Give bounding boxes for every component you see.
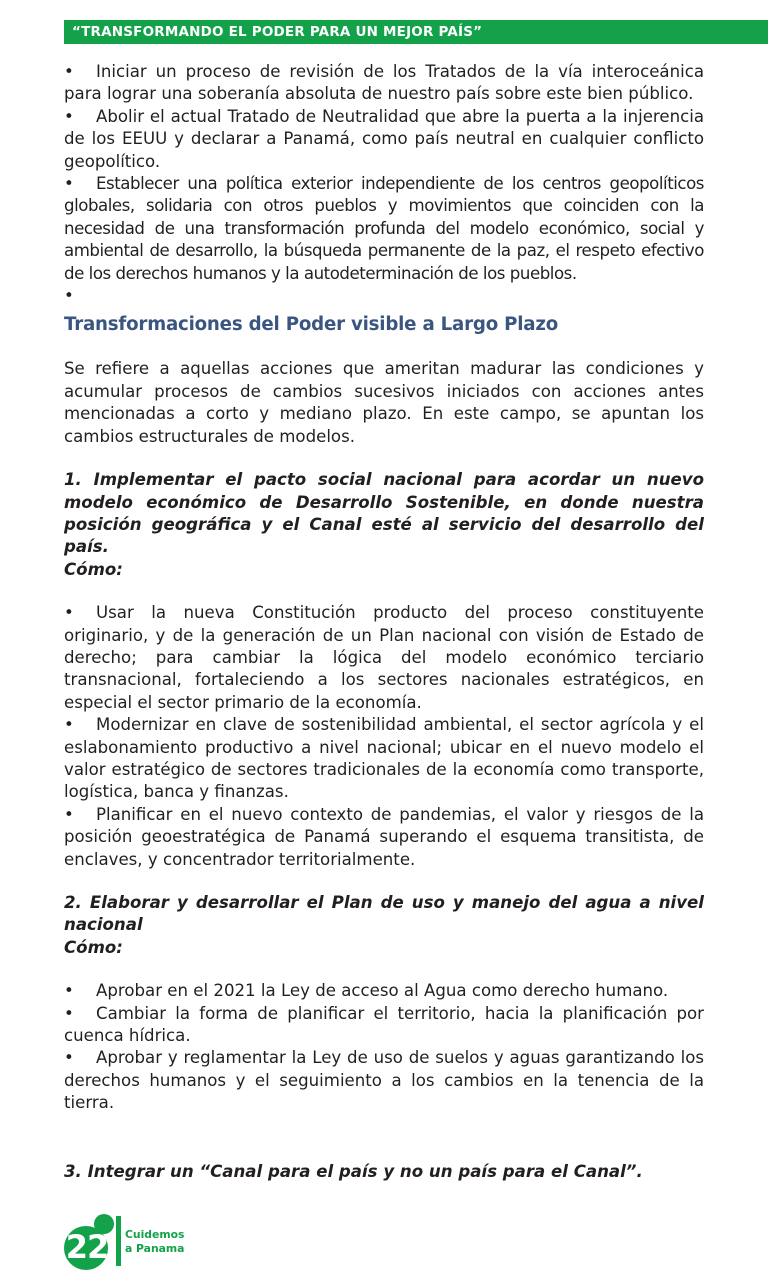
empty-bullet	[64, 285, 704, 307]
header-bar	[64, 20, 768, 44]
bullet-icon: •	[64, 804, 74, 824]
bullet-icon: •	[64, 981, 74, 1001]
footer-divider	[116, 1216, 121, 1266]
header-title: “TRANSFORMANDO EL PODER PARA UN MEJOR PAÍS”	[72, 24, 483, 40]
item-3-title: 3. Integrar un “Canal para el país y no un país para el Canal”.	[64, 1161, 643, 1181]
item-2-bullet: • Aprobar y reglamentar la Ley de uso de suelos y aguas garantizando los derechos humanos y el seguimiento a los cambios en la tenencia de la tierra.	[64, 1048, 704, 1113]
intro-bullet: • Iniciar un proceso de revisión de los Tratados de la vía interoceánica para lograr una soberanía absoluta de nuestro país sobre este bien público.	[64, 62, 704, 104]
intro-bullet: • Abolir el actual Tratado de Neutralidad que abre la puerta a la injerencia de los EEUU y declarar a Panamá, como país neutral en cualquier conflicto geopolítico.	[64, 106, 704, 171]
bullet-icon: •	[64, 174, 74, 194]
bullet-icon: •	[64, 1003, 74, 1023]
page-content	[64, 61, 704, 1183]
item-1-bullet: • Planificar en el nuevo contexto de pandemias, el valor y riesgos de la posición geoestratégica de Panamá superando el esquema transitista, de enclaves, y concentrador territorialmente.	[64, 804, 704, 869]
section-heading: Transformaciones del Poder visible a Largo Plazo	[64, 314, 559, 336]
page-number: 22	[65, 1228, 109, 1266]
item-1-bullet: • Usar la nueva Constitución producto del proceso constituyente originario, y de la generación de un Plan nacional con visión de Estado de derecho; para cambiar la lógica del modelo económico terciario transnacional, fortaleciendo a los sectores nacionales estratégicos, en especial el sector primario de la economía.	[64, 603, 704, 712]
bullet-icon: •	[64, 603, 74, 623]
bullet-icon: •	[64, 1048, 74, 1068]
item-2-title: 2. Elaborar y desarrollar el Plan de uso y manejo del agua a nivel nacional	[64, 893, 704, 935]
bullet-icon: •	[64, 286, 74, 306]
item-2-bullet: • Aprobar en el 2021 la Ley de acceso al Agua como derecho humano.	[64, 980, 704, 1002]
item-1-bullet: • Modernizar en clave de sostenibilidad ambiental, el sector agrícola y el eslabonamiento productivo a nivel nacional; ubicar en el nuevo modelo el valor estratégico de sectores tradicionales de la economía como transporte, logística, banca y finanzas.	[64, 715, 704, 802]
item-2-bullet: • Cambiar la forma de planificar el territorio, hacia la planificación por cuenca hídrica.	[64, 1003, 704, 1046]
item-1-title: 1. Implementar el pacto social nacional para acordar un nuevo modelo económico de Desarrollo Sostenible, en donde nuestra posición geográfica y el Canal esté al servicio del desarrollo del país.	[64, 470, 704, 557]
bullet-icon: •	[64, 106, 74, 126]
bullet-icon: •	[64, 62, 74, 81]
section-intro: Se refiere a aquellas acciones que ameritan madurar las condiciones y acumular procesos de cambios sucesivos iniciados con acciones antes mencionadas a corto y mediano plazo. En este campo, se apuntan los cambios estructurales de modelos.	[64, 359, 704, 446]
item-1-como: Cómo:	[64, 559, 123, 579]
brand-logo-text: Cuidemos a Panama	[125, 1228, 185, 1255]
intro-bullet: • Establecer una política exterior independiente de los centros geopolíticos globales, solidaria con otros pueblos y movimientos que coinciden con la necesidad de una transformación profunda del modelo económico, social y ambiental de desarrollo, la búsqueda permanente de la paz, el respeto efectivo de los derechos humanos y la autodeterminación de los pueblos.	[64, 174, 704, 283]
item-2-como: Cómo:	[64, 937, 123, 957]
bullet-icon: •	[64, 715, 74, 735]
